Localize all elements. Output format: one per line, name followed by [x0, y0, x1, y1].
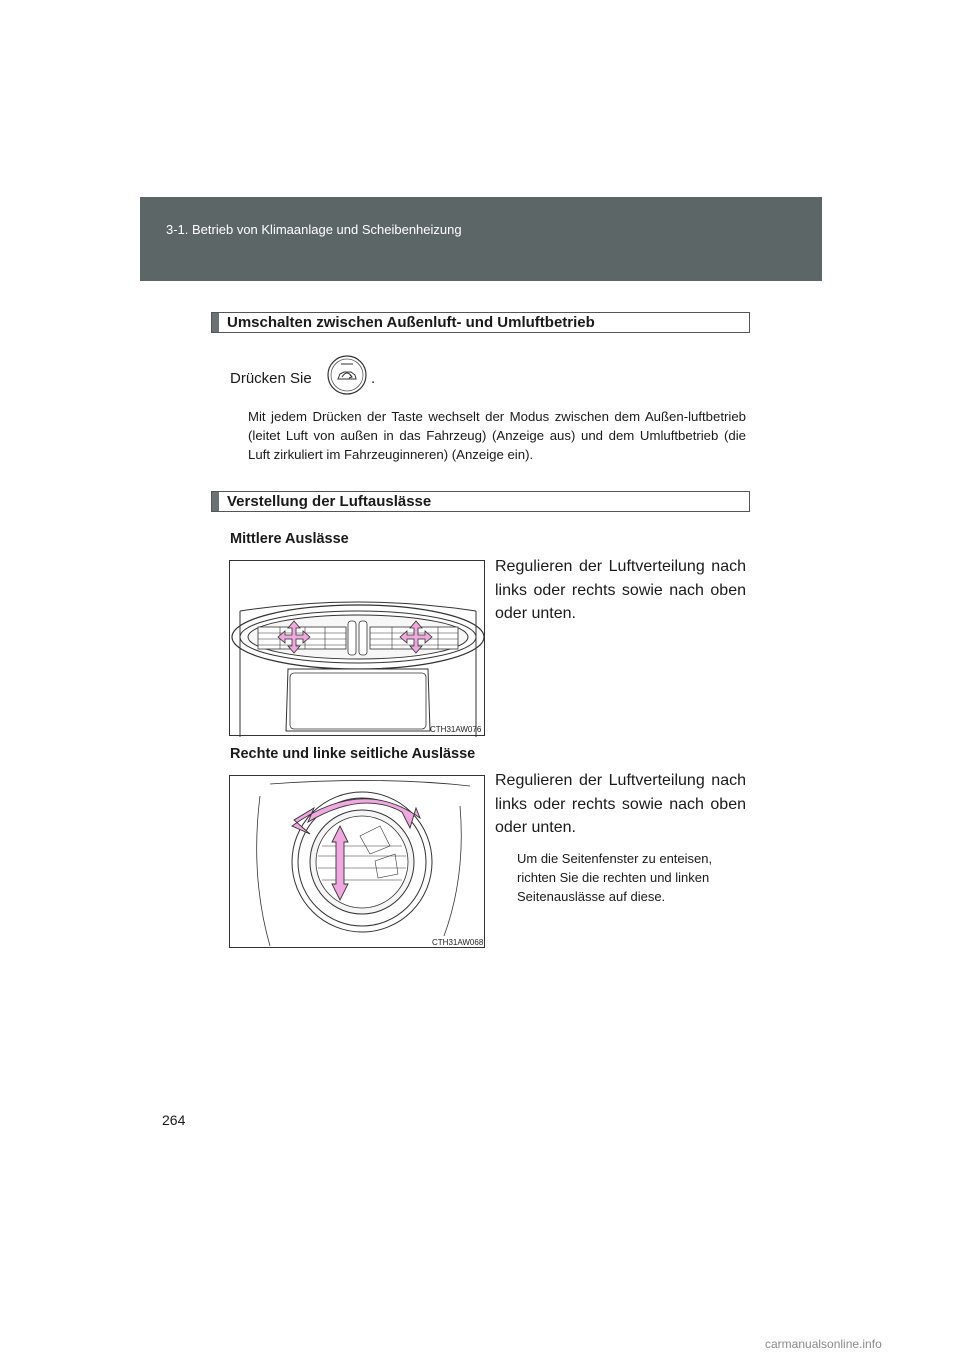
- press-instruction: Drücken Sie: [230, 370, 312, 387]
- section-bar: [212, 313, 219, 332]
- section-title-recirculation: [211, 312, 750, 333]
- chapter-heading: 3-1. Betrieb von Klimaanlage und Scheibenheizung: [166, 222, 462, 237]
- press-suffix: .: [371, 370, 376, 387]
- recirculation-button-icon: [327, 355, 367, 395]
- section-bar: [212, 492, 219, 511]
- section-title-outlets: [211, 491, 750, 512]
- recirculation-note: Mit jedem Drücken der Taste wechselt der Modus zwischen dem Außen-luftbetrieb (leitet Luft von außen in das Fahrzeug) (Anzeige aus) und dem Umluftbetrieb (die Luft zirkuliert im Fahrzeuginneren) (Anzeige ein).: [248, 409, 746, 462]
- section-title-text: Verstellung der Luftauslässe: [227, 493, 432, 510]
- side-vent-figure: [229, 775, 485, 948]
- side-outlets-text: Regulieren der Luftverteilung nach links oder rechts sowie nach oben oder unten.: [495, 772, 746, 836]
- figure-code: CTH31AW076: [430, 725, 482, 734]
- page-number: 264: [162, 1112, 186, 1128]
- center-vent-figure: [229, 560, 485, 736]
- figure-code: CTH31AW068: [432, 938, 484, 947]
- center-outlets-text: Regulieren der Luftverteilung nach links oder rechts sowie nach oben oder unten.: [495, 558, 746, 622]
- header-band: [140, 197, 822, 281]
- watermark: carmanualsonline.info: [765, 1337, 882, 1351]
- center-outlets-heading: Mittlere Auslässe: [230, 531, 349, 547]
- side-outlets-note: Um die Seitenfenster zu enteisen, richten Sie die rechten und linken Seitenauslässe auf diese.: [517, 851, 713, 904]
- side-outlets-heading: Rechte und linke seitliche Auslässe: [230, 746, 476, 762]
- section-title-text: Umschalten zwischen Außenluft- und Umluftbetrieb: [227, 314, 595, 331]
